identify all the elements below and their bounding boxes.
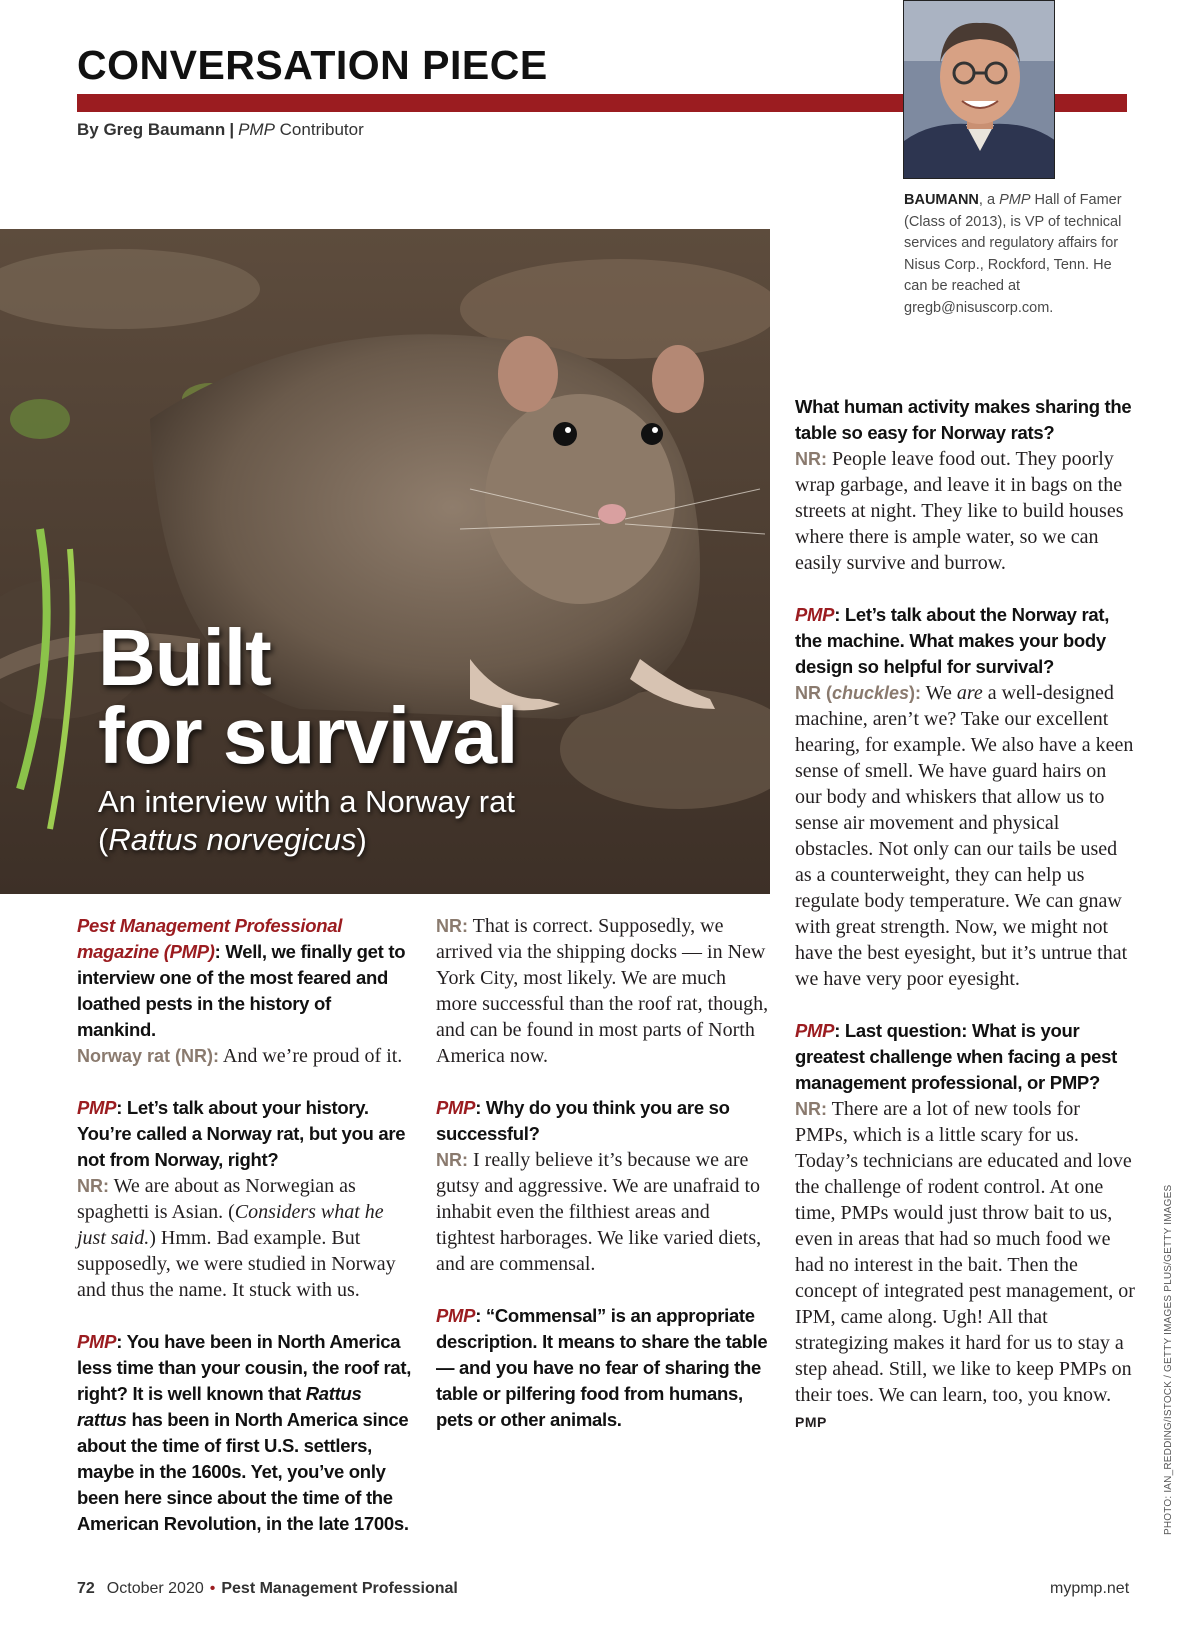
- answer-7-text-a: We: [921, 682, 957, 704]
- section-title: CONVERSATION PIECE: [77, 42, 548, 88]
- bio-name: BAUMANN: [904, 192, 979, 208]
- hero-title-line2: for survival: [98, 691, 518, 780]
- qa-block-5: [436, 1303, 771, 1433]
- question-1: [77, 915, 405, 1040]
- answer-7-lead-a: NR (: [795, 683, 832, 703]
- answer-6-lead: NR:: [795, 449, 827, 469]
- byline: [77, 120, 364, 140]
- qa-block-6: [795, 394, 1135, 576]
- footer-left: [77, 1580, 458, 1598]
- answer-2-italic: Considers what he just said.: [77, 1201, 384, 1249]
- question-6: What human activity makes sharing the table so easy for Norway rats?: [795, 396, 1132, 443]
- article-column-1: [77, 913, 412, 1563]
- question-3: [77, 1331, 411, 1534]
- hero-subtitle: [98, 783, 515, 859]
- qa-block-3-answer: [436, 913, 771, 1069]
- hero-subtitle-species: Rattus norvegicus: [108, 822, 357, 857]
- bio-text-b: Hall of Famer (Class of 2013), is VP of technical services and regulatory affairs for Nisus Corp., Rockford, Tenn. He can be reached at gregb@nisuscorp.com.: [904, 192, 1122, 316]
- question-8: [795, 1020, 1117, 1093]
- answer-7-lead-b: ):: [909, 683, 922, 703]
- question-4: [436, 1097, 730, 1144]
- question-4-lead: PMP: [436, 1097, 476, 1118]
- publication-name: Pest Management Professional: [221, 1580, 458, 1597]
- answer-2-text-a: We are about as Norwegian as spaghetti is Asian. (: [77, 1175, 356, 1223]
- qa-block-7: [795, 602, 1135, 992]
- byline-separator: |: [229, 120, 235, 139]
- answer-3-lead: NR:: [436, 916, 468, 936]
- byline-publication: PMP: [238, 120, 275, 139]
- page-number: 72: [77, 1580, 95, 1597]
- qa-block-4: [436, 1095, 771, 1277]
- hero-title: [98, 613, 518, 780]
- question-8-lead: PMP: [795, 1020, 835, 1041]
- hero-title-line1: Built: [98, 613, 271, 702]
- hero-subtitle-line1: An interview with a Norway rat: [98, 784, 515, 819]
- answer-2-text-b: ) Hmm. Bad example. But supposedly, we were studied in Norway and thus the name. It stuck with us.: [77, 1227, 396, 1301]
- question-5: [436, 1305, 767, 1430]
- byline-author: By Greg Baumann: [77, 120, 226, 139]
- answer-3-text: That is correct. Supposedly, we arrived via the shipping docks — in New York City, most likely. We are much more successful than the roof rat, though, and can be found in most parts of North America now.: [436, 915, 769, 1067]
- qa-block-1: [77, 913, 412, 1069]
- answer-1-text: And we’re proud of it.: [219, 1045, 403, 1067]
- question-3-text-b: has been in North America since about the time of first U.S. settlers, maybe in the 1600s. Yet, you’ve only been here since about the time of the American Revolution, in the late 1700s.: [77, 1409, 409, 1534]
- question-7: [795, 604, 1109, 677]
- author-bio: [904, 190, 1134, 320]
- article-column-3: [795, 394, 1135, 1461]
- qa-block-3-question: [77, 1329, 412, 1537]
- answer-7-text-b: a well-designed machine, aren’t we? Take our excellent hearing, for example. We also have a keen sense of smell. We have guard hairs on our body and whiskers that allow us to sense air movement and physical obstacles. Not only can our tails be used as a counterweight, they can help us regulate body temperature. We can gnaw with great strength. Now, we might not have the best eyesight, but it’s untrue that we have very poor eyesight.: [795, 682, 1134, 990]
- question-2-text: : Let’s talk about your history. You’re called a Norway rat, but you are not from Norway, right?: [77, 1097, 406, 1170]
- question-8-text: : Last question: What is your greatest challenge when facing a pest management professional, or PMP?: [795, 1020, 1117, 1093]
- question-5-lead: PMP: [436, 1305, 476, 1326]
- bio-text-a: , a: [978, 192, 1000, 208]
- issue-date: October 2020: [106, 1580, 204, 1597]
- hero-subtitle-line2: (Rattus norvegicus): [98, 822, 367, 857]
- answer-4-text: I really believe it’s because we are gutsy and aggressive. We are unafraid to inhabit even the filthiest areas and tightest harborages. We like varied diets, and are commensal.: [436, 1149, 762, 1275]
- hero-image: [0, 229, 770, 894]
- question-1-text: : Well, we finally get to interview one of the most feared and loathed pests in the history of mankind.: [77, 941, 406, 1040]
- article-column-2: [436, 913, 771, 1459]
- qa-block-2: [77, 1095, 412, 1303]
- end-mark: PMP: [795, 1414, 827, 1430]
- answer-1-lead: Norway rat (NR):: [77, 1046, 220, 1066]
- qa-block-8: [795, 1018, 1135, 1435]
- author-headshot: [903, 0, 1055, 179]
- question-7-lead: PMP: [795, 604, 835, 625]
- answer-2-lead: NR:: [77, 1176, 109, 1196]
- answer-8-text: There are a lot of new tools for PMPs, which is a little scary for us. Today’s technicians are educated and love the challenge of rodent control. At one time, PMPs would just throw bait to us, even in areas that had so much food we had no interest in the bait. Then the concept of integrated pest management, or IPM, came along. Ugh! All that strategizing makes it hard for us to stay a step ahead. Still, we like to keep PMPs on their toes. We can learn, too, you know.: [795, 1098, 1135, 1406]
- question-1-lead: Pest Management Professional magazine (PMP): [77, 915, 343, 962]
- question-3-lead: PMP: [77, 1331, 117, 1352]
- website-link[interactable]: mypmp.net: [1050, 1580, 1130, 1597]
- footer-dot: •: [209, 1580, 216, 1597]
- bio-publication: PMP: [999, 192, 1031, 208]
- answer-7-lead-italic: chuckles: [832, 683, 910, 703]
- question-3-text-a: : You have been in North America less time than your cousin, the roof rat, right? It is well known that: [77, 1331, 412, 1404]
- question-4-text: : Why do you think you are so successful?: [436, 1097, 730, 1144]
- question-2: [77, 1097, 405, 1170]
- answer-6-text: People leave food out. They poorly wrap garbage, and leave it in bags on the streets at night. They like to build houses where there is ample water, so we can easily survive and burrow.: [795, 448, 1124, 574]
- photo-credit: PHOTO: IAN_REDDING/ISTOCK / GETTY IMAGES PLUS/GETTY IMAGES: [1163, 1184, 1174, 1535]
- question-3-italic: Rattus rattus: [77, 1383, 362, 1430]
- answer-8-lead: NR:: [795, 1099, 827, 1119]
- question-2-lead: PMP: [77, 1097, 117, 1118]
- question-5-text: : “Commensal” is an appropriate description. It means to share the table — and you have no fear of sharing the table or pilfering food from humans, pets or other animals.: [436, 1305, 768, 1430]
- answer-4-lead: NR:: [436, 1150, 468, 1170]
- question-7-text: : Let’s talk about the Norway rat, the machine. What makes your body design so helpful for survival?: [795, 604, 1110, 677]
- answer-7-italic: are: [956, 682, 983, 704]
- byline-role: Contributor: [279, 120, 364, 139]
- answer-7-lead: [795, 683, 921, 703]
